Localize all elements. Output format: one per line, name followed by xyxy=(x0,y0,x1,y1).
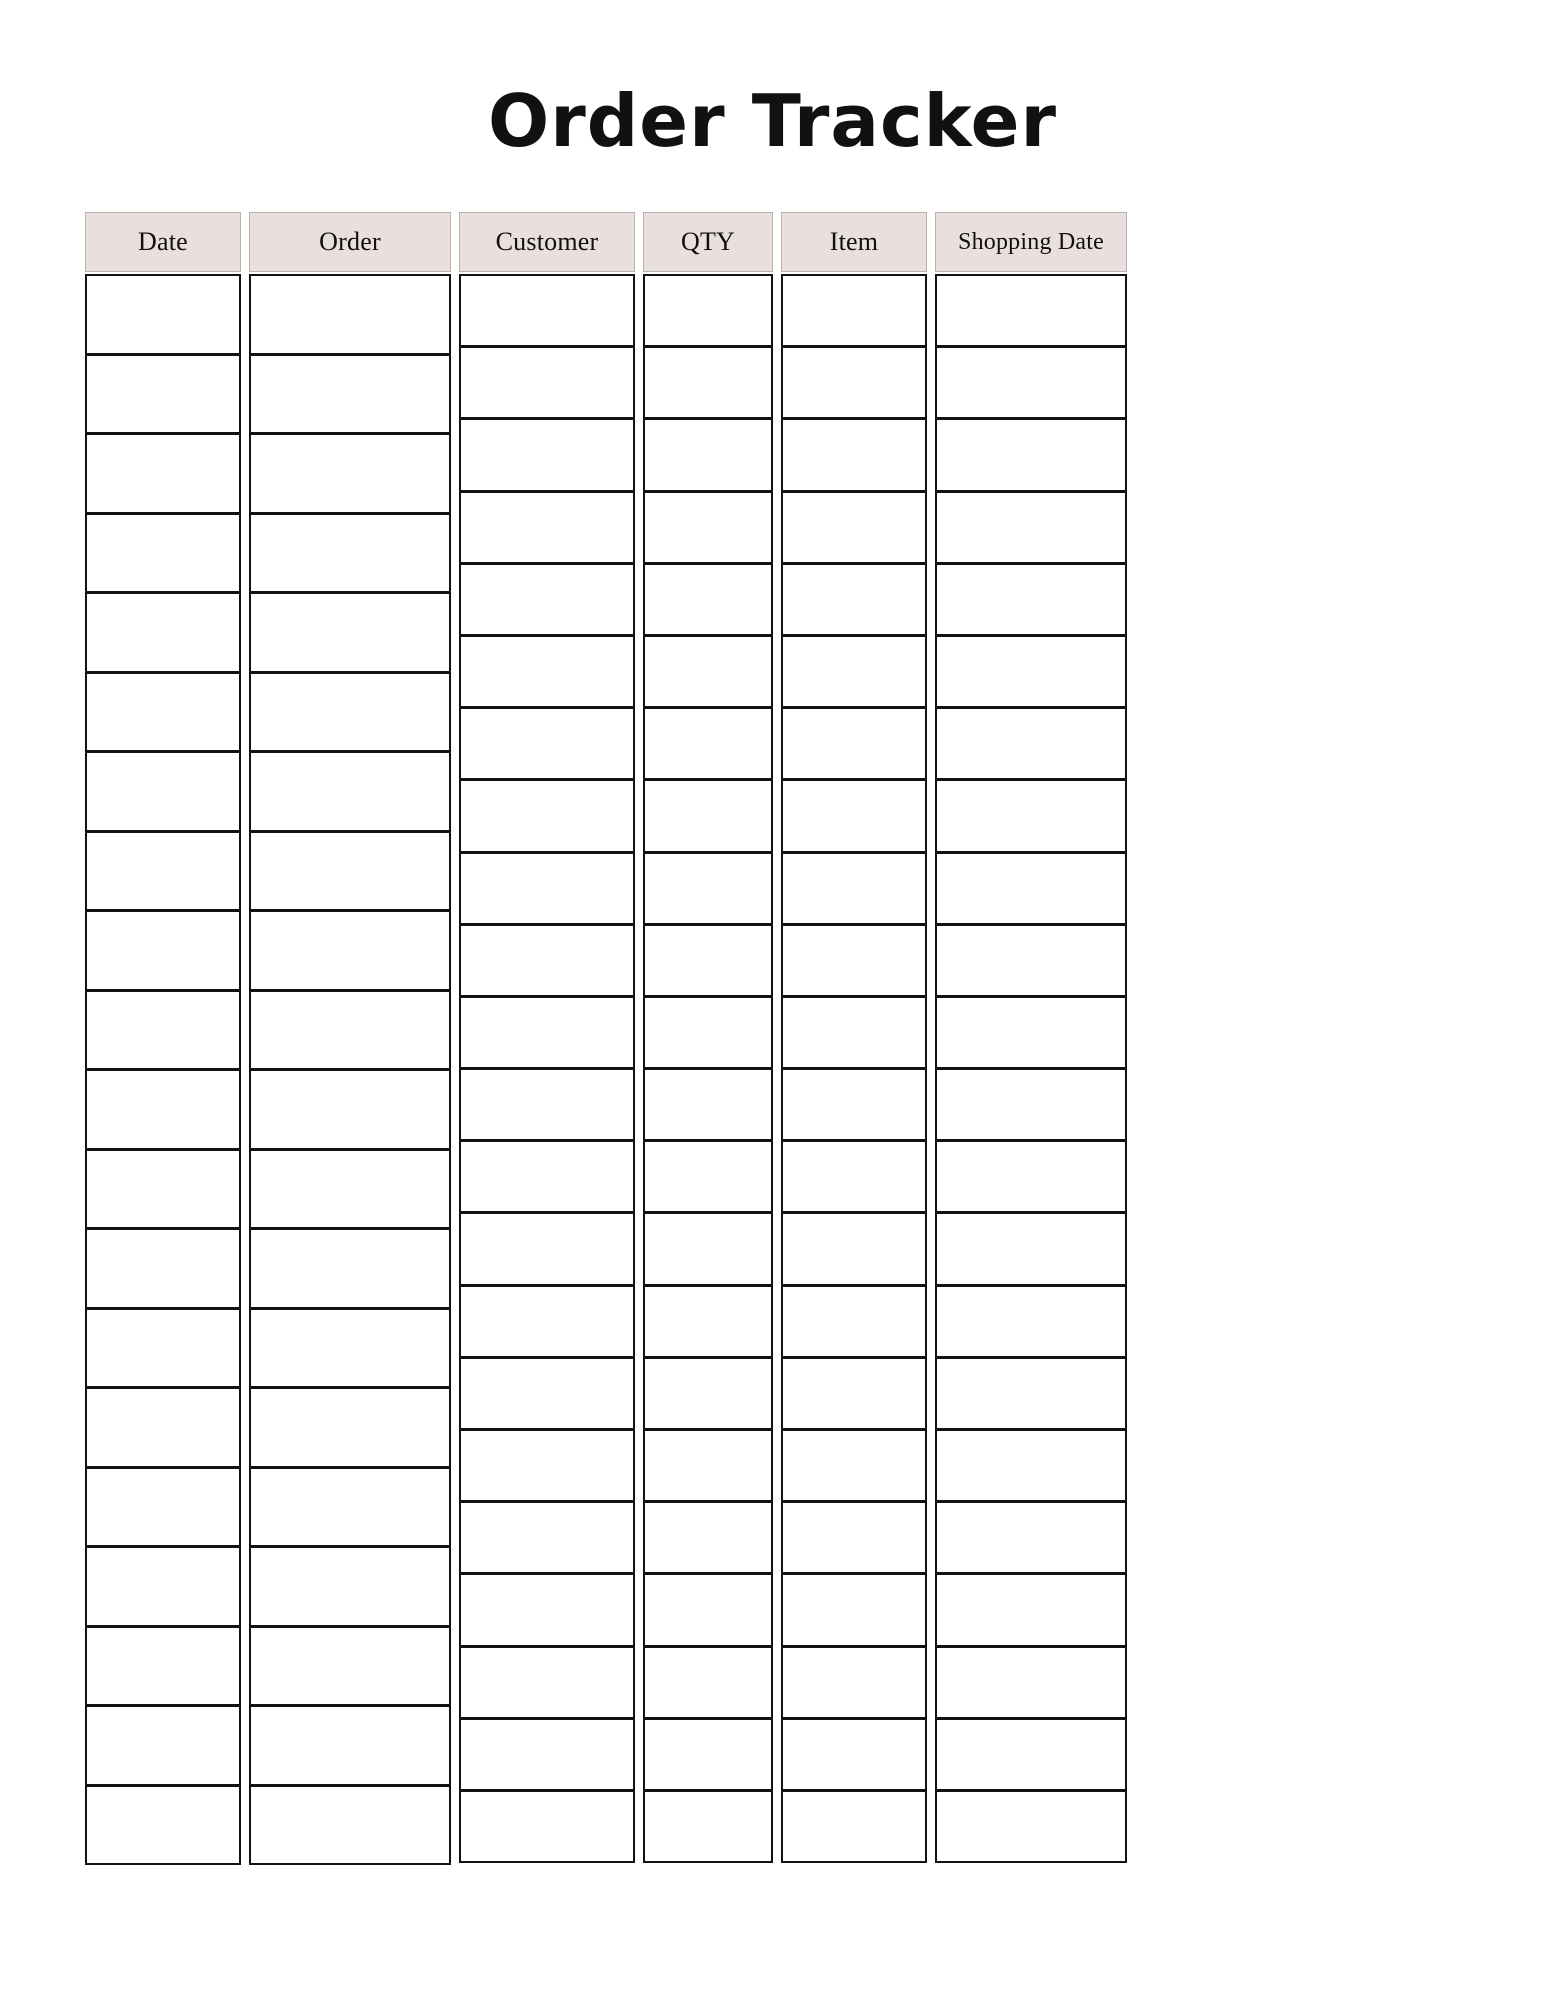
table-cell[interactable] xyxy=(643,1285,773,1358)
table-cell[interactable] xyxy=(643,635,773,708)
column-body-order xyxy=(249,272,451,1865)
table-cell[interactable] xyxy=(249,1308,451,1389)
table-cell[interactable] xyxy=(935,346,1127,419)
table-cell[interactable] xyxy=(249,1228,451,1309)
column-header-item: Item xyxy=(781,212,927,272)
table-cell[interactable] xyxy=(643,996,773,1069)
table-cell[interactable] xyxy=(459,1501,635,1574)
table-cell[interactable] xyxy=(249,1069,451,1150)
table-column-shopping_date xyxy=(935,212,1127,1863)
table-cell[interactable] xyxy=(935,1140,1127,1213)
table-cell[interactable] xyxy=(781,635,927,708)
table-cell[interactable] xyxy=(643,1790,773,1863)
table-cell[interactable] xyxy=(781,418,927,491)
table-cell[interactable] xyxy=(643,779,773,852)
table-cell[interactable] xyxy=(249,990,451,1071)
table-column-qty xyxy=(643,212,773,1863)
table-cell[interactable] xyxy=(459,1357,635,1430)
table-cell[interactable] xyxy=(935,418,1127,491)
table-cell[interactable] xyxy=(459,491,635,564)
table-cell[interactable] xyxy=(85,831,241,912)
table-cell[interactable] xyxy=(935,1212,1127,1285)
column-body-customer xyxy=(459,272,635,1863)
table-cell[interactable] xyxy=(781,491,927,564)
table-cell[interactable] xyxy=(459,924,635,997)
table-cell[interactable] xyxy=(459,1285,635,1358)
order-tracker-table xyxy=(85,212,1133,1892)
table-cell[interactable] xyxy=(249,433,451,514)
table-cell[interactable] xyxy=(249,592,451,673)
table-cell[interactable] xyxy=(85,990,241,1071)
table-cell[interactable] xyxy=(643,1068,773,1141)
table-cell[interactable] xyxy=(643,852,773,925)
table-cell[interactable] xyxy=(85,1308,241,1389)
table-cell[interactable] xyxy=(249,910,451,991)
table-cell[interactable] xyxy=(643,1501,773,1574)
table-cell[interactable] xyxy=(643,563,773,636)
table-cell[interactable] xyxy=(781,274,927,347)
table-cell[interactable] xyxy=(935,1357,1127,1430)
table-cell[interactable] xyxy=(643,491,773,564)
table-column-date xyxy=(85,212,241,1865)
table-cell[interactable] xyxy=(85,1149,241,1230)
table-cell[interactable] xyxy=(643,1573,773,1646)
table-cell[interactable] xyxy=(935,1501,1127,1574)
table-cell[interactable] xyxy=(459,1140,635,1213)
column-header-order: Order xyxy=(249,212,451,272)
table-cell[interactable] xyxy=(249,1387,451,1468)
table-cell[interactable] xyxy=(935,274,1127,347)
table-cell[interactable] xyxy=(85,274,241,355)
table-cell[interactable] xyxy=(249,274,451,355)
table-cell[interactable] xyxy=(643,1646,773,1719)
column-header-customer: Customer xyxy=(459,212,635,272)
table-cell[interactable] xyxy=(935,707,1127,780)
column-body-date xyxy=(85,272,241,1865)
table-cell[interactable] xyxy=(249,354,451,435)
table-cell[interactable] xyxy=(935,491,1127,564)
table-cell[interactable] xyxy=(781,1646,927,1719)
table-cell[interactable] xyxy=(781,779,927,852)
page-title: Order Tracker xyxy=(488,79,1057,163)
table-cell[interactable] xyxy=(85,1705,241,1786)
table-cell[interactable] xyxy=(643,346,773,419)
table-cell[interactable] xyxy=(781,996,927,1069)
column-body-shopping_date xyxy=(935,272,1127,1863)
table-cell[interactable] xyxy=(935,1285,1127,1358)
table-cell[interactable] xyxy=(85,354,241,435)
table-cell[interactable] xyxy=(249,1546,451,1627)
table-cell[interactable] xyxy=(85,1626,241,1707)
table-cell[interactable] xyxy=(643,418,773,491)
table-cell[interactable] xyxy=(781,346,927,419)
table-cell[interactable] xyxy=(935,1646,1127,1719)
table-cell[interactable] xyxy=(781,852,927,925)
table-cell[interactable] xyxy=(781,1068,927,1141)
table-cell[interactable] xyxy=(935,852,1127,925)
table-cell[interactable] xyxy=(249,1785,451,1866)
table-column-customer xyxy=(459,212,635,1863)
table-cell[interactable] xyxy=(459,1429,635,1502)
table-cell[interactable] xyxy=(781,1212,927,1285)
table-cell[interactable] xyxy=(643,1212,773,1285)
table-cell[interactable] xyxy=(249,1149,451,1230)
table-cell[interactable] xyxy=(85,672,241,753)
table-cell[interactable] xyxy=(935,1573,1127,1646)
table-cell[interactable] xyxy=(85,751,241,832)
table-cell[interactable] xyxy=(249,513,451,594)
table-cell[interactable] xyxy=(781,1501,927,1574)
table-cell[interactable] xyxy=(935,1429,1127,1502)
table-cell[interactable] xyxy=(459,1790,635,1863)
table-cell[interactable] xyxy=(781,1285,927,1358)
table-cell[interactable] xyxy=(85,592,241,673)
column-header-shopping_date: Shopping Date xyxy=(935,212,1127,272)
table-cell[interactable] xyxy=(781,1140,927,1213)
table-cell[interactable] xyxy=(935,1068,1127,1141)
table-cell[interactable] xyxy=(643,1357,773,1430)
table-column-order xyxy=(249,212,451,1865)
table-cell[interactable] xyxy=(781,1357,927,1430)
table-cell[interactable] xyxy=(85,1228,241,1309)
table-cell[interactable] xyxy=(249,1626,451,1707)
table-cell[interactable] xyxy=(781,1718,927,1791)
table-cell[interactable] xyxy=(85,1387,241,1468)
table-cell[interactable] xyxy=(459,996,635,1069)
table-cell[interactable] xyxy=(781,1790,927,1863)
table-cell[interactable] xyxy=(249,831,451,912)
table-cell[interactable] xyxy=(459,1068,635,1141)
table-cell[interactable] xyxy=(249,1467,451,1548)
table-cell[interactable] xyxy=(459,1573,635,1646)
table-cell[interactable] xyxy=(85,1546,241,1627)
table-cell[interactable] xyxy=(643,274,773,347)
table-cell[interactable] xyxy=(935,1790,1127,1863)
table-cell[interactable] xyxy=(935,635,1127,708)
table-cell[interactable] xyxy=(781,707,927,780)
table-cell[interactable] xyxy=(459,635,635,708)
table-cell[interactable] xyxy=(643,1140,773,1213)
column-header-date: Date xyxy=(85,212,241,272)
table-cell[interactable] xyxy=(935,779,1127,852)
table-cell[interactable] xyxy=(781,563,927,636)
table-cell[interactable] xyxy=(643,1429,773,1502)
table-cell[interactable] xyxy=(459,274,635,347)
table-cell[interactable] xyxy=(459,1212,635,1285)
table-cell[interactable] xyxy=(781,924,927,997)
table-cell[interactable] xyxy=(935,924,1127,997)
column-body-qty xyxy=(643,272,773,1863)
table-cell[interactable] xyxy=(249,751,451,832)
table-cell[interactable] xyxy=(249,672,451,753)
table-cell[interactable] xyxy=(935,996,1127,1069)
table-cell[interactable] xyxy=(643,707,773,780)
table-column-item xyxy=(781,212,927,1863)
table-cell[interactable] xyxy=(935,1718,1127,1791)
table-cell[interactable] xyxy=(459,418,635,491)
table-cell[interactable] xyxy=(85,1785,241,1866)
table-cell[interactable] xyxy=(643,924,773,997)
table-cell[interactable] xyxy=(459,852,635,925)
table-cell[interactable] xyxy=(249,1705,451,1786)
column-body-item xyxy=(781,272,927,1863)
table-cell[interactable] xyxy=(781,1429,927,1502)
table-cell[interactable] xyxy=(85,433,241,514)
table-cell[interactable] xyxy=(459,779,635,852)
column-header-qty: QTY xyxy=(643,212,773,272)
table-cell[interactable] xyxy=(459,1718,635,1791)
table-cell[interactable] xyxy=(459,707,635,780)
table-cell[interactable] xyxy=(85,1467,241,1548)
table-cell[interactable] xyxy=(781,1573,927,1646)
table-cell[interactable] xyxy=(935,563,1127,636)
table-cell[interactable] xyxy=(85,513,241,594)
table-cell[interactable] xyxy=(85,910,241,991)
table-cell[interactable] xyxy=(459,346,635,419)
table-cell[interactable] xyxy=(85,1069,241,1150)
table-cell[interactable] xyxy=(459,1646,635,1719)
table-cell[interactable] xyxy=(459,563,635,636)
table-cell[interactable] xyxy=(643,1718,773,1791)
